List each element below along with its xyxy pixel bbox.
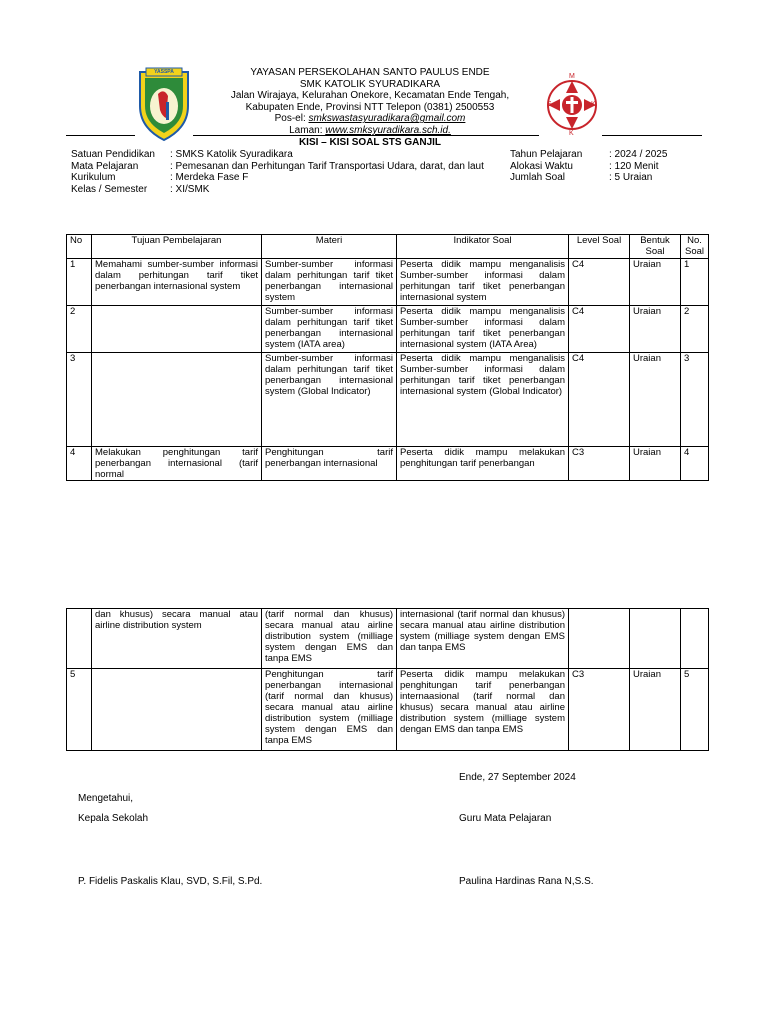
cell-bentuk: Uraian bbox=[630, 447, 681, 481]
cell-no bbox=[67, 609, 92, 669]
email-line bbox=[200, 113, 540, 125]
info-value: : SMKS Katolik Syuradikara bbox=[170, 149, 293, 160]
info-values-left bbox=[170, 149, 484, 195]
cell-bentuk: Uraian bbox=[630, 259, 681, 306]
col-header-tujuan: Tujuan Pembelajaran bbox=[92, 235, 262, 259]
table-row bbox=[67, 609, 709, 669]
cell-tujuan bbox=[92, 306, 262, 353]
cell-materi: Sumber-sumber informasi dalam perhitungan tarif tiket penerbangan internasional system bbox=[262, 259, 397, 306]
col-header-indikator: Indikator Soal bbox=[397, 235, 569, 259]
info-label: Satuan Pendidikan bbox=[71, 149, 155, 160]
guru-name: Paulina Hardinas Rana N,S.S. bbox=[459, 876, 594, 887]
table-row bbox=[67, 447, 709, 481]
web-label: Laman: bbox=[289, 124, 326, 136]
cell-level bbox=[569, 609, 630, 669]
cell-tujuan: Melakukan penghitungan tarif penerbangan internasional (tarif normal bbox=[92, 447, 262, 481]
yasspa-logo bbox=[136, 66, 192, 142]
cell-indikator: Peserta didik mampu melakukan penghitungan tarif penerbangan internaasional (tarif normal dan khusus) secara manual atau airline distribution system (milliage system dengan EMS dan tanpa EMS bbox=[397, 669, 569, 751]
cell-no: 2 bbox=[67, 306, 92, 353]
info-value: : 5 Uraian bbox=[609, 172, 653, 183]
guru-label: Guru Mata Pelajaran bbox=[459, 813, 552, 824]
table-row bbox=[67, 353, 709, 447]
cell-bentuk: Uraian bbox=[630, 306, 681, 353]
org-name: YAYASAN PERSEKOLAHAN SANTO PAULUS ENDE bbox=[250, 67, 490, 78]
info-labels-right bbox=[510, 149, 582, 184]
school-name: SMK KATOLIK SYURADIKARA bbox=[299, 78, 441, 90]
cell-tujuan: Memahami sumber-sumber informasi dalam perhitungan tarif tiket penerbangan internasional system bbox=[92, 259, 262, 306]
cell-no: 1 bbox=[67, 259, 92, 306]
letterhead bbox=[200, 67, 540, 137]
cell-nosoal: 4 bbox=[681, 447, 709, 481]
yasspa-logo-text: YASSPA bbox=[154, 69, 174, 75]
cell-level: C3 bbox=[569, 447, 630, 481]
col-header-no: No bbox=[67, 235, 92, 259]
cell-nosoal: 3 bbox=[681, 353, 709, 447]
cell-nosoal: 5 bbox=[681, 669, 709, 751]
cell-tujuan: dan khusus) secara manual atau airline distribution system bbox=[92, 609, 262, 669]
cell-no: 3 bbox=[67, 353, 92, 447]
info-value: : XI/SMK bbox=[170, 183, 210, 195]
cell-level: C4 bbox=[569, 306, 630, 353]
info-label: Alokasi Waktu bbox=[510, 160, 573, 172]
letterhead-divider-center bbox=[193, 135, 539, 136]
signing-date: Ende, 27 September 2024 bbox=[459, 772, 576, 783]
kisi-table-continued bbox=[66, 608, 709, 751]
table-row bbox=[67, 669, 709, 751]
logo-letter-top: M bbox=[569, 73, 575, 80]
email-link[interactable]: smkswastasyuradikara@gmail.com bbox=[308, 113, 466, 125]
info-label: Tahun Pelajaran bbox=[510, 149, 583, 160]
cell-no: 5 bbox=[67, 669, 92, 751]
cell-materi: (tarif normal dan khusus) secara manual atau airline distribution system (milliage system dengan EMS dan tanpa EMS bbox=[262, 609, 397, 669]
info-label: Jumlah Soal bbox=[510, 172, 566, 183]
info-value: : Merdeka Fase F bbox=[170, 172, 249, 183]
kepala-sekolah-label: Kepala Sekolah bbox=[78, 813, 149, 824]
logo-letter-left: S bbox=[547, 101, 552, 108]
cell-no: 4 bbox=[67, 447, 92, 481]
cell-nosoal: 1 bbox=[681, 259, 709, 306]
table-header-row bbox=[67, 235, 709, 259]
cell-tujuan bbox=[92, 669, 262, 751]
info-value: : 2024 / 2025 bbox=[609, 149, 668, 160]
cell-level: C4 bbox=[569, 259, 630, 306]
col-header-nosoal: No. Soal bbox=[681, 235, 709, 259]
cell-bentuk: Uraian bbox=[630, 353, 681, 447]
logo-letter-right: K bbox=[591, 101, 596, 108]
letterhead-divider-left bbox=[66, 135, 135, 136]
email-label: Pos-el: bbox=[274, 113, 309, 125]
mengetahui-label: Mengetahui, bbox=[78, 793, 134, 804]
cell-bentuk bbox=[630, 609, 681, 669]
cell-bentuk: Uraian bbox=[630, 669, 681, 751]
info-label: Mata Pelajaran bbox=[71, 160, 139, 172]
cell-level: C3 bbox=[569, 669, 630, 751]
cell-level: C4 bbox=[569, 353, 630, 447]
cell-tujuan bbox=[92, 353, 262, 447]
info-value: : Pemesanan dan Perhitungan Tarif Transportasi Udara, darat, dan laut bbox=[170, 160, 484, 172]
logo-letter-bottom: K bbox=[569, 130, 574, 137]
info-label: Kurikulum bbox=[71, 172, 116, 183]
smk-katolik-logo bbox=[542, 70, 602, 140]
document-title: KISI – KISI SOAL STS GANJIL bbox=[298, 137, 442, 148]
cell-nosoal bbox=[681, 609, 709, 669]
address-line-1: Jalan Wirajaya, Kelurahan Onekore, Kecamatan Ende Tengah, bbox=[230, 90, 510, 102]
col-header-level: Level Soal bbox=[569, 235, 630, 259]
table-row bbox=[67, 259, 709, 306]
letterhead-divider-right bbox=[602, 135, 702, 136]
cell-materi: Penghitungan tarif penerbangan internasional bbox=[262, 447, 397, 481]
table-row bbox=[67, 306, 709, 353]
web-link[interactable]: www.smksyuradikara.sch.id. bbox=[325, 124, 451, 136]
cell-materi: Sumber-sumber informasi dalam perhitungan tarif tiket penerbangan internasional system (Global Indicator) bbox=[262, 353, 397, 447]
cell-nosoal: 2 bbox=[681, 306, 709, 353]
col-header-materi: Materi bbox=[262, 235, 397, 259]
info-label: Kelas / Semester bbox=[71, 183, 148, 195]
cell-materi: Penghitungan tarif penerbangan internasional (tarif normal dan khusus) secara manual atau airline distribution system (milliage system dengan EMS dan tanpa EMS bbox=[262, 669, 397, 751]
col-header-bentuk: Bentuk Soal bbox=[630, 235, 681, 259]
cell-materi: Sumber-sumber informasi dalam perhitungan tarif tiket penerbangan internasional system (IATA area) bbox=[262, 306, 397, 353]
cell-indikator: Peserta didik mampu menganalisis Sumber-sumber informasi dalam perhitungan tarif tiket penerbangan internasional system (IATA Area) bbox=[397, 306, 569, 353]
address-line-2: Kabupaten Ende, Provinsi NTT Telepon (0381) 2500553 bbox=[245, 101, 495, 113]
info-value: : 120 Menit bbox=[609, 160, 659, 172]
cell-indikator: internasional (tarif normal dan khusus) secara manual atau airline distribution system (milliage system dengan EMS dan tanpa EMS bbox=[397, 609, 569, 669]
cell-indikator: Peserta didik mampu menganalisis Sumber-sumber informasi dalam perhitungan tarif tiket penerbangan internasional system bbox=[397, 259, 569, 306]
info-labels-left bbox=[71, 149, 155, 195]
kepala-sekolah-name: P. Fidelis Paskalis Klau, SVD, S.Fil, S.Pd. bbox=[78, 876, 263, 887]
info-values-right bbox=[609, 149, 667, 184]
kisi-table bbox=[66, 234, 709, 481]
cell-indikator: Peserta didik mampu melakukan penghitungan tarif penerbangan bbox=[397, 447, 569, 481]
cell-indikator: Peserta didik mampu menganalisis Sumber-sumber informasi dalam perhitungan tarif tiket penerbangan internasional system (Global Indicator) bbox=[397, 353, 569, 447]
